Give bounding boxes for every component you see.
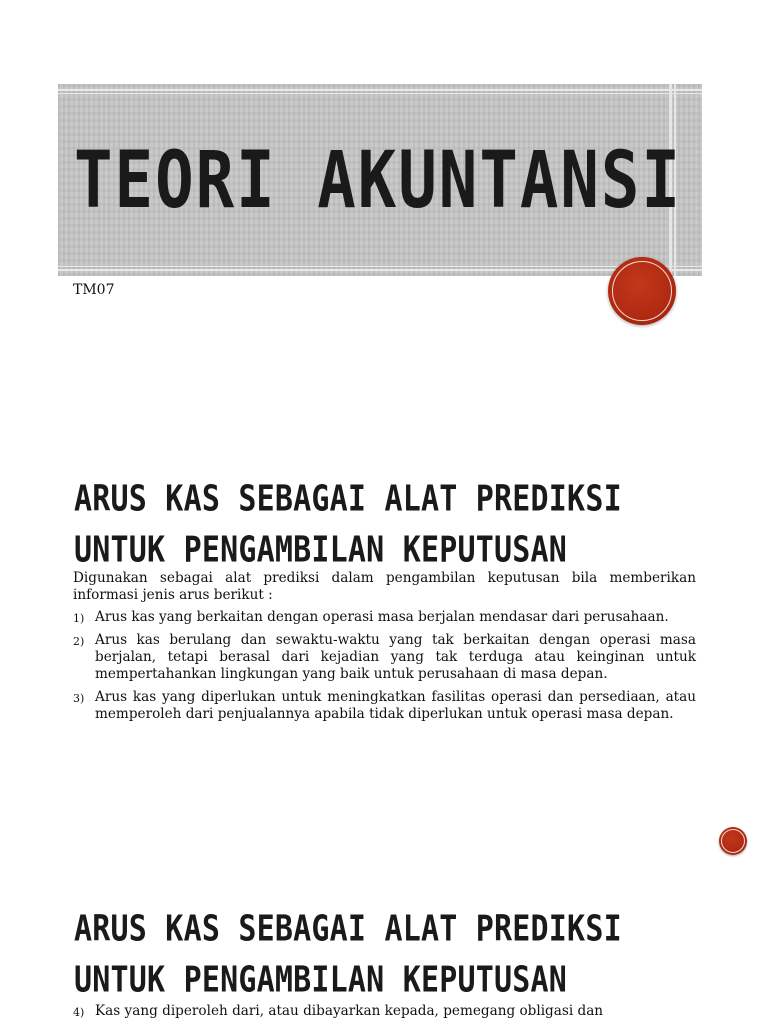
list-text: Arus kas yang diperlukan untuk meningkatkan fasilitas operasi dan persediaan, atau memperoleh dari penjualannya apabila tidak diperlukan untuk operasi masa depan. [95,689,696,722]
list-item [73,1003,696,1020]
list-number: 1) [73,612,85,625]
list-item [73,632,696,683]
slide-subtitle: TM07 [73,282,115,298]
banner-stripe [58,89,702,91]
section-heading [74,474,622,575]
list-text: Kas yang diperoleh dari, atau dibayarkan kepada, pemegang obligasi dan [95,1003,604,1019]
heading-line: ARUS KAS SEBAGAI ALAT PREDIKSI [74,478,622,521]
list-text: Arus kas berulang dan sewaktu-waktu yang tak berkaitan dengan operasi masa berjalan, tetapi berasal dari kejadian yang tak terduga atau keinginan untuk mempertahankan lingkungan yang baik untuk perusahaan di masa depan. [95,632,696,682]
page-title: TEORI AKUNTANSI [74,136,682,227]
banner-stripe [58,93,702,94]
point-list [73,1003,696,1024]
heading-line: UNTUK PENGAMBILAN KEPUTUSAN [74,529,568,571]
banner-stripe [58,266,702,267]
list-item [73,609,696,626]
point-list [73,609,696,729]
decorative-circle-icon [608,257,676,325]
decorative-circle-icon [719,827,747,855]
list-number: 3) [73,692,85,705]
heading-line: UNTUK PENGAMBILAN KEPUTUSAN [74,959,568,1001]
intro-paragraph: Digunakan sebagai alat prediksi dalam pengambilan keputusan bila memberikan informasi jenis arus berikut : [73,570,696,603]
list-item [73,689,696,723]
section-heading [74,904,622,1005]
title-banner [58,84,702,276]
heading-line: ARUS KAS SEBAGAI ALAT PREDIKSI [74,908,622,951]
list-text: Arus kas yang berkaitan dengan operasi masa berjalan mendasar dari perusahaan. [95,609,669,625]
banner-stripe [58,269,702,271]
list-number: 2) [73,635,85,648]
list-number: 4) [73,1006,85,1019]
